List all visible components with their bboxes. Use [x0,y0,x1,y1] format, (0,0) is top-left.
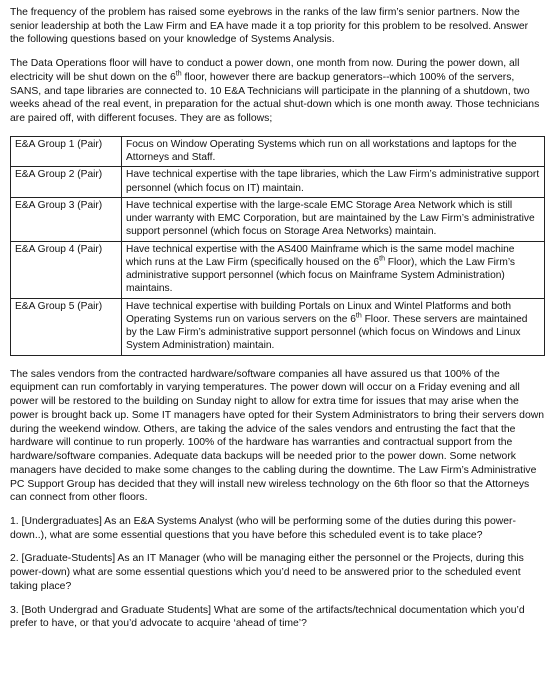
group-name: E&A Group 5 (Pair) [11,298,122,355]
power-down-paragraph [10,57,545,126]
intro-paragraph: The frequency of the problem has raised some eyebrows in the ranks of the law firm’s senior partners. Now the senior leadership at both the Law Firm and EA have made it a top priority for this problem to be resolved. Answer the following questions based on your knowledge of Systems Analysis. [10,7,529,46]
group-focus [122,167,545,198]
group-focus [122,298,545,355]
table-row [11,136,545,167]
ordinal-suffix: th [355,312,362,320]
vendor-paragraph: The sales vendors from the contracted hardware/software companies all have assured us that 100% of the equipment can run comfortably in varying temperatures. The power down will occur on a Friday evening and all power will be restored to the building on Sunday night to allow for extra time for issues that may arise when the power is brought back up. Some IT managers have opted for their System Administrators to bring their servers down during the weekend window. Others, are taking the advice of the sales vendors and entrusting the fact that the hardware will continue to run properly. 100% of the hardware has warranties and contractual support from the hardware/software companies. Adequate data backups will be needed prior to the power down. Some network managers have decided to make some changes to the cabling during the downtime. The Law Firm’s Administrative PC Support Group has decided that they will install new wireless technology on the 6th floor so that the Attorneys can connect from other floors. [10,368,545,504]
table-row [11,241,545,298]
question-2: 2. [Graduate-Students] As an IT Manager (who will be managing either the personnel or the Projects, during this power-down) what are some essential questions which you’d need to be answered prior to the scheduled event taking place? [10,553,524,592]
question-3: 3. [Both Undergrad and Graduate Students] What are some of the artifacts/technical documentation which you’d prefer to have, or that you’d advocate to acquire ‘ahead of time’? [10,604,525,630]
group-focus-text-cont: Floor), which the Law Firm’s administrative support personnel (which focus on Mainframe System Administration) maintains. [126,256,515,295]
technician-groups-table [10,136,545,356]
group-focus [122,136,545,167]
group-focus-text: Have technical expertise with the tape libraries, which the Law Firm’s administrative support personnel (which focus on IT) maintain. [126,169,540,194]
group-name: E&A Group 3 (Pair) [11,197,122,241]
power-down-text-a: The Data Operations floor will have to conduct a power down, one month from now. During the power down, all electricity will be shut down on the 6 [10,58,520,83]
table-row [11,167,545,198]
group-focus-text: Focus on Window Operating Systems which run on all workstations and laptops for the Attorneys and Staff. [126,138,517,164]
power-down-text-b: floor, however there are backup generators--which 100% of the servers, SANS, and tape libraries are connected to. 10 E&A Technicians will participate in the planning of a shutdown, two weeks ahead of the real event, in preparation for the actual shut-down which is one month away. Those technicians are paired off, with different focuses. They are as follows; [10,71,540,125]
ordinal-suffix: th [175,70,182,78]
group-focus [122,241,545,298]
ordinal-suffix: th [379,255,385,263]
table-row [11,197,545,241]
group-name: E&A Group 1 (Pair) [11,136,122,167]
group-focus-text: Have technical expertise with building Portals on Linux and Wintel Platforms and both Operating Systems run on various servers on the 6 [126,300,512,325]
group-focus-text-cont: Floor. These servers are maintained by the Law Firm’s administrative support personnel (which focus on Windows and Linux System Administration) maintain. [126,313,528,352]
group-focus-text: Have technical expertise with the large-scale EMC Storage Area Network which is still under warranty with EMC Corporation, but are maintained by the Law Firm’s administrative support personnel (which focus on Storage Area Networks) maintain. [126,199,535,238]
group-focus-text: Have technical expertise with the AS400 Mainframe which is the same model machine which runs at the Law Firm (specifically housed on the 6 [126,243,515,268]
group-name: E&A Group 4 (Pair) [11,241,122,298]
question-1: 1. [Undergraduates] As an E&A Systems Analyst (who will be performing some of the duties during this power-down..), what are some essential questions that you have before this scheduled event is to take place? [10,515,516,541]
table-row [11,298,545,355]
group-name: E&A Group 2 (Pair) [11,167,122,198]
group-focus [122,197,545,241]
